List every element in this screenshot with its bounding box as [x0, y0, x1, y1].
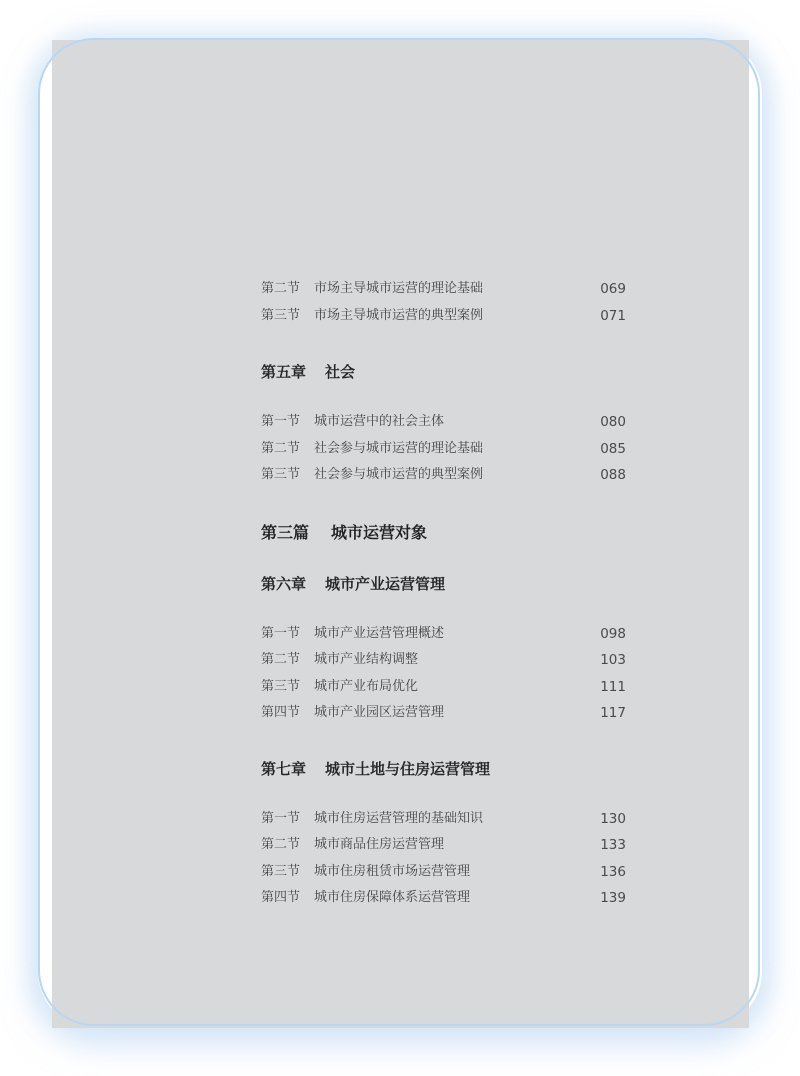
page-number: 080	[600, 414, 626, 430]
toc-entry	[261, 832, 626, 859]
toc-entry	[261, 436, 626, 463]
toc-entry	[261, 462, 626, 489]
section-number: 第一节	[261, 810, 301, 826]
page-number: 103	[600, 652, 626, 668]
section-number: 第三节	[261, 307, 301, 323]
page-number: 088	[600, 467, 626, 483]
section-number: 第一节	[261, 625, 301, 641]
section-title: 市场主导城市运营的典型案例	[314, 307, 484, 323]
section-title: 市场主导城市运营的理论基础	[314, 281, 484, 296]
section-number: 第二节	[261, 652, 301, 667]
toc-entry	[261, 674, 626, 701]
page-number: 117	[600, 705, 626, 721]
chapter-number: 第六章	[261, 574, 307, 593]
part-heading	[261, 517, 626, 549]
section-number: 第三节	[261, 467, 301, 482]
toc-entry	[261, 409, 626, 436]
chapter-title: 城市土地与住房运营管理	[325, 759, 491, 778]
toc-entry	[261, 647, 626, 674]
section-title: 城市运营中的社会主体	[314, 414, 445, 429]
toc-entry	[261, 276, 626, 303]
section-title: 城市住房租赁市场运营管理	[314, 863, 471, 879]
chapter-number: 第七章	[261, 759, 307, 778]
section-title: 城市产业运营管理概述	[314, 625, 445, 641]
chapter-heading	[261, 569, 626, 599]
toc-entry	[261, 806, 626, 833]
page-number: 133	[600, 837, 626, 853]
page-number: 071	[600, 307, 626, 324]
section-title: 城市产业结构调整	[314, 652, 419, 667]
toc-entry	[261, 700, 626, 727]
table-of-contents	[261, 276, 626, 912]
page-number: 136	[600, 863, 626, 880]
section-number: 第二节	[261, 440, 301, 456]
section-number: 第一节	[261, 414, 301, 429]
page-number: 130	[600, 810, 626, 827]
section-title: 社会参与城市运营的典型案例	[314, 467, 484, 482]
page-number: 111	[600, 678, 626, 695]
chapter-title: 城市产业运营管理	[325, 574, 446, 593]
section-title: 社会参与城市运营的理论基础	[314, 440, 484, 456]
page-number: 085	[600, 440, 626, 457]
chapter-number: 第五章	[261, 363, 307, 381]
section-title: 城市产业布局优化	[314, 678, 419, 694]
page-number: 098	[600, 625, 626, 642]
section-number: 第三节	[261, 678, 301, 694]
page-number: 139	[600, 890, 626, 906]
chapter-title: 社会	[325, 363, 356, 381]
section-title: 城市住房运营管理的基础知识	[314, 810, 484, 826]
part-number: 第三篇	[261, 522, 310, 542]
toc-entry	[261, 859, 626, 886]
section-title: 城市商品住房运营管理	[314, 837, 445, 852]
page-number: 069	[600, 281, 626, 297]
chapter-heading	[261, 357, 626, 387]
toc-entry	[261, 885, 626, 912]
section-number: 第二节	[261, 281, 301, 296]
section-number: 第四节	[261, 705, 301, 720]
toc-entry	[261, 621, 626, 648]
section-number: 第四节	[261, 890, 301, 905]
section-title: 城市住房保障体系运营管理	[314, 890, 471, 905]
toc-entry	[261, 303, 626, 330]
section-title: 城市产业园区运营管理	[314, 705, 445, 720]
section-number: 第二节	[261, 837, 301, 852]
part-title: 城市运营对象	[331, 522, 428, 542]
section-number: 第三节	[261, 863, 301, 879]
chapter-heading	[261, 754, 626, 784]
